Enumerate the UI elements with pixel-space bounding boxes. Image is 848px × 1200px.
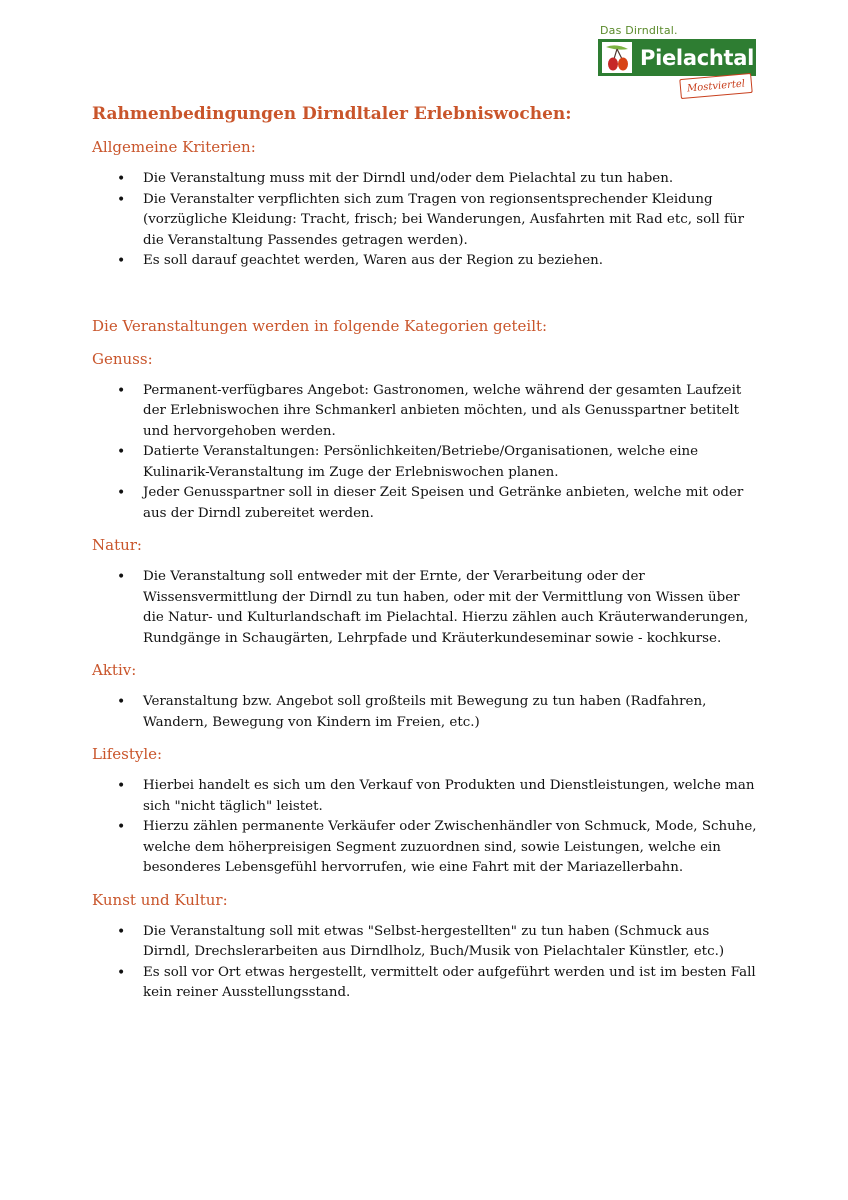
aktiv-list [92,692,760,733]
logo-tagline: Das Dirndltal. [600,24,678,37]
list-item: • Hierbei handelt es sich um den Verkauf von Produkten und Dienstleistungen, welche man sich "nicht täglich" leistet. [92,776,760,817]
list-item: • Datierte Veranstaltungen: Persönlichkeiten/Betriebe/Organisationen, welche eine Kulinarik-Veranstaltung im Zuge der Erlebniswochen planen. [92,442,760,483]
logo-name: Pielachtal [640,45,755,70]
section-heading-lifestyle: Lifestyle: [92,745,163,763]
kunst-list [92,922,760,1004]
document-body [92,102,760,1004]
list-item: • Permanent-verfügbares Angebot: Gastronomen, welche während der gesamten Laufzeit der Erlebniswochen ihre Schmankerl anbieten möchten, und als Genusspartner betitelt und hervorgehoben werden. [92,381,760,443]
lifestyle-list [92,776,760,879]
list-item: • Es soll darauf geachtet werden, Waren aus der Region zu beziehen. [92,251,760,272]
list-item: • Die Veranstaltung muss mit der Dirndl und/oder dem Pielachtal zu tun haben. [92,169,760,190]
list-item: • Die Veranstalter verpflichten sich zum Tragen von regionsentsprechender Kleidung (vorzügliche Kleidung: Tracht, frisch; bei Wanderungen, Ausfahrten mit Rad etc, soll für die Veranstaltung Passendes getragen werden). [92,190,760,252]
list-item: • Jeder Genusspartner soll in dieser Zeit Speisen und Getränke anbieten, welche mit oder aus der Dirndl zubereitet werden. [92,483,760,524]
list-item: • Es soll vor Ort etwas hergestellt, vermittelt oder aufgeführt werden und ist im besten Fall kein reiner Ausstellungsstand. [92,963,760,1004]
list-item: • Hierzu zählen permanente Verkäufer oder Zwischenhändler von Schmuck, Mode, Schuhe, welche dem höherpreisigen Segment zuzuordnen sind, sowie Leistungen, welche ein besonderes Lebensgefühl hervorrufen, wie eine Fahrt mit der Mariazellerbahn. [92,817,760,879]
section-heading-aktiv: Aktiv: [92,661,137,679]
section-heading-allgemeine-kriterien: Allgemeine Kriterien: [92,138,256,156]
list-item: • Veranstaltung bzw. Angebot soll großteils mit Bewegung zu tun haben (Radfahren, Wandern, Bewegung von Kindern im Freien, etc.) [92,692,760,733]
section-heading-natur: Natur: [92,536,142,554]
logo-stamp: Mostviertel [679,73,752,99]
logo-banner [598,39,756,76]
genuss-list [92,381,760,525]
document-title: Rahmenbedingungen Dirndltaler Erlebniswochen: [92,104,572,124]
natur-list [92,567,760,649]
dirndl-berries-icon [600,39,634,76]
criteria-list [92,169,760,272]
section-heading-kunst-und-kultur: Kunst und Kultur: [92,890,228,909]
list-item: • Die Veranstaltung soll entweder mit der Ernte, der Verarbeitung oder der Wissensvermittlung der Dirndl zu tun haben, oder mit der Vermittlung von Wissen über die Natur- und Kulturlandschaft im Pielachtal. Hierzu zählen auch Kräuterwanderungen, Rundgänge in Schaugärten, Lehrpfade und Kräuterkundeseminar sowie - kochkurse. [92,567,760,649]
list-item: • Die Veranstaltung soll mit etwas "Selbst-hergestellten" zu tun haben (Schmuck aus Dirndl, Drechslerarbeiten aus Dirndlholz, Buch/Musik von Pielachtaler Künstler, etc.) [92,922,760,963]
section-heading-genuss: Genuss: [92,349,153,368]
pielachtal-logo [598,24,760,100]
section-heading-kategorien: Die Veranstaltungen werden in folgende Kategorien geteilt: [92,316,548,335]
